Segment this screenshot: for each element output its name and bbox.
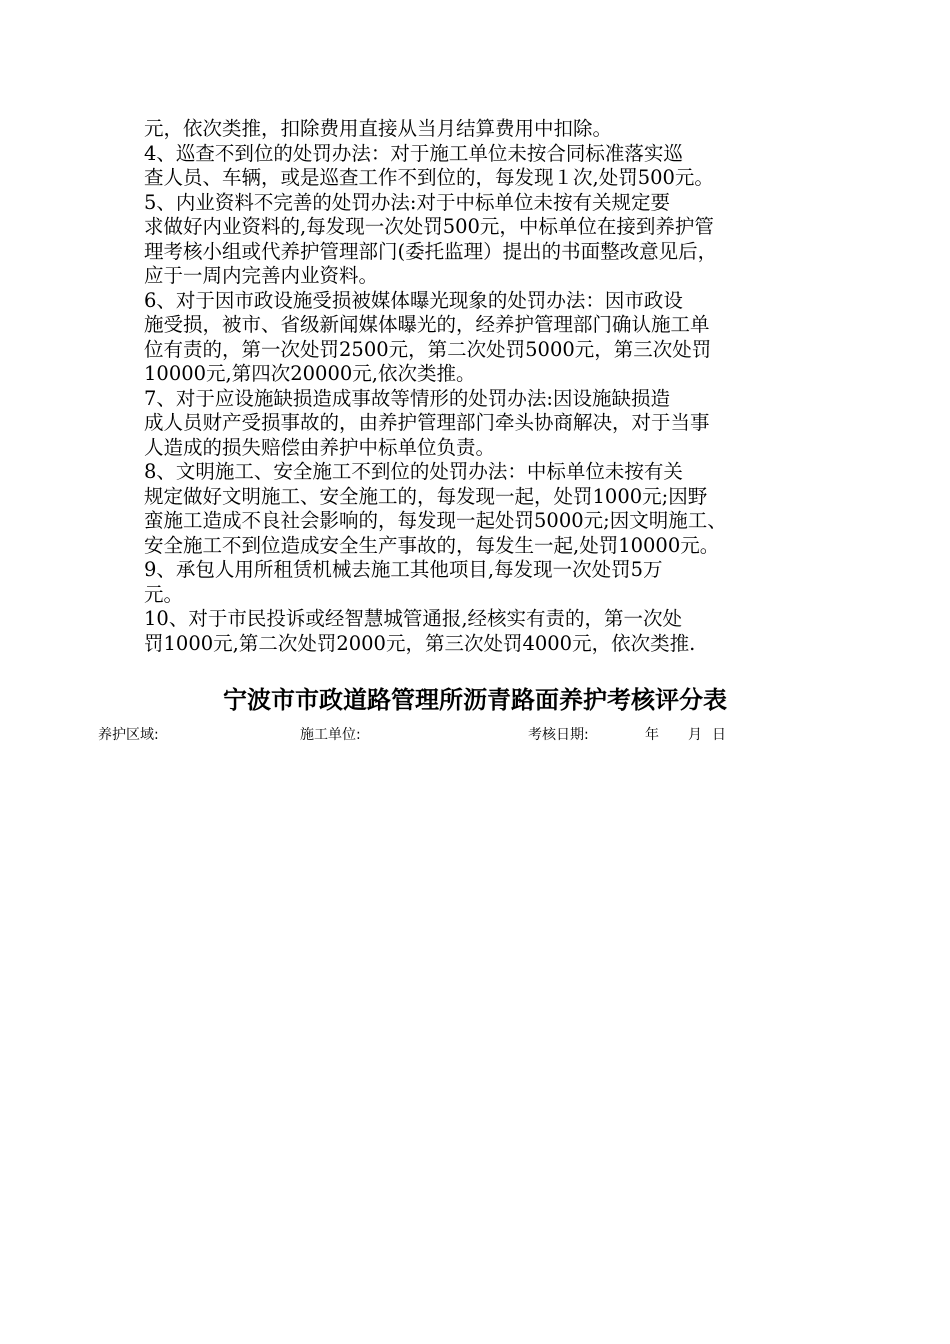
month-label: 月 xyxy=(688,727,702,743)
year-label: 年 xyxy=(645,727,659,743)
body-line: 元。 xyxy=(144,582,184,606)
day-label: 日 xyxy=(712,727,726,743)
body-line: 10000元,第四次20000元,依次类推。 xyxy=(144,362,476,385)
body-line: 人造成的损失赔偿由养护中标单位负责。 xyxy=(144,435,496,459)
body-line: 7、对于应设施缺损造成事故等情形的处罚办法:因设施缺损造 xyxy=(144,386,670,410)
area-label: 养护区域: xyxy=(98,727,159,743)
body-line: 应于一周内完善内业资料。 xyxy=(144,264,379,287)
construction-unit-label: 施工单位: xyxy=(300,727,361,743)
body-line: 蛮施工造成不良社会影响的，每发现一起处罚5000元;因文明施工、 xyxy=(144,509,727,532)
body-line: 元，依次类推，扣除费用直接从当月结算费用中扣除。 xyxy=(144,117,613,140)
body-line: 规定做好文明施工、安全施工的，每发现一起，处罚1000元;因野 xyxy=(144,484,708,508)
body-line: 10、对于市民投诉或经智慧城管通报,经核实有责的，第一次处 xyxy=(144,607,683,630)
body-line: 9、承包人用所租赁机械去施工其他项目,每发现一次处罚5万 xyxy=(144,558,663,581)
assessment-date-label: 考核日期: xyxy=(528,727,589,743)
body-line: 成人员财产受损事故的，由养护管理部门牵头协商解决，对于当事 xyxy=(144,411,710,434)
body-line: 8、文明施工、安全施工不到位的处罚办法：中标单位未按有关 xyxy=(144,460,683,483)
body-line: 理考核小组或代养护管理部门(委托监理）提出的书面整改意见后， xyxy=(144,239,718,263)
body-line: 5、内业资料不完善的处罚办法:对于中标单位未按有关规定要 xyxy=(144,190,670,214)
body-text xyxy=(144,117,816,656)
body-line: 罚1000元,第二次处罚2000元，第三次处罚4000元，依次类推. xyxy=(144,631,696,655)
form-title: 宁波市市政道路管理所沥青路面养护考核评分表 xyxy=(223,686,727,714)
body-line: 求做好内业资料的,每发现一次处罚500元，中标单位在接到养护管 xyxy=(144,215,714,238)
body-line: 施受损，被市、省级新闻媒体曝光的，经养护管理部门确认施工单 xyxy=(144,313,710,336)
body-line: 查人员、车辆，或是巡查工作不到位的，每发现１次,处罚500元。 xyxy=(144,166,714,189)
body-line: 4、巡查不到位的处罚办法：对于施工单位未按合同标准落实巡 xyxy=(144,141,683,165)
body-line: 位有责的，第一次处罚2500元，第二次处罚5000元，第三次处罚 xyxy=(144,337,712,361)
body-line: 安全施工不到位造成安全生产事故的，每发生一起,处罚10000元。 xyxy=(144,533,720,557)
body-line: 6、对于因市政设施受损被媒体曝光现象的处罚办法：因市政设 xyxy=(144,288,683,312)
